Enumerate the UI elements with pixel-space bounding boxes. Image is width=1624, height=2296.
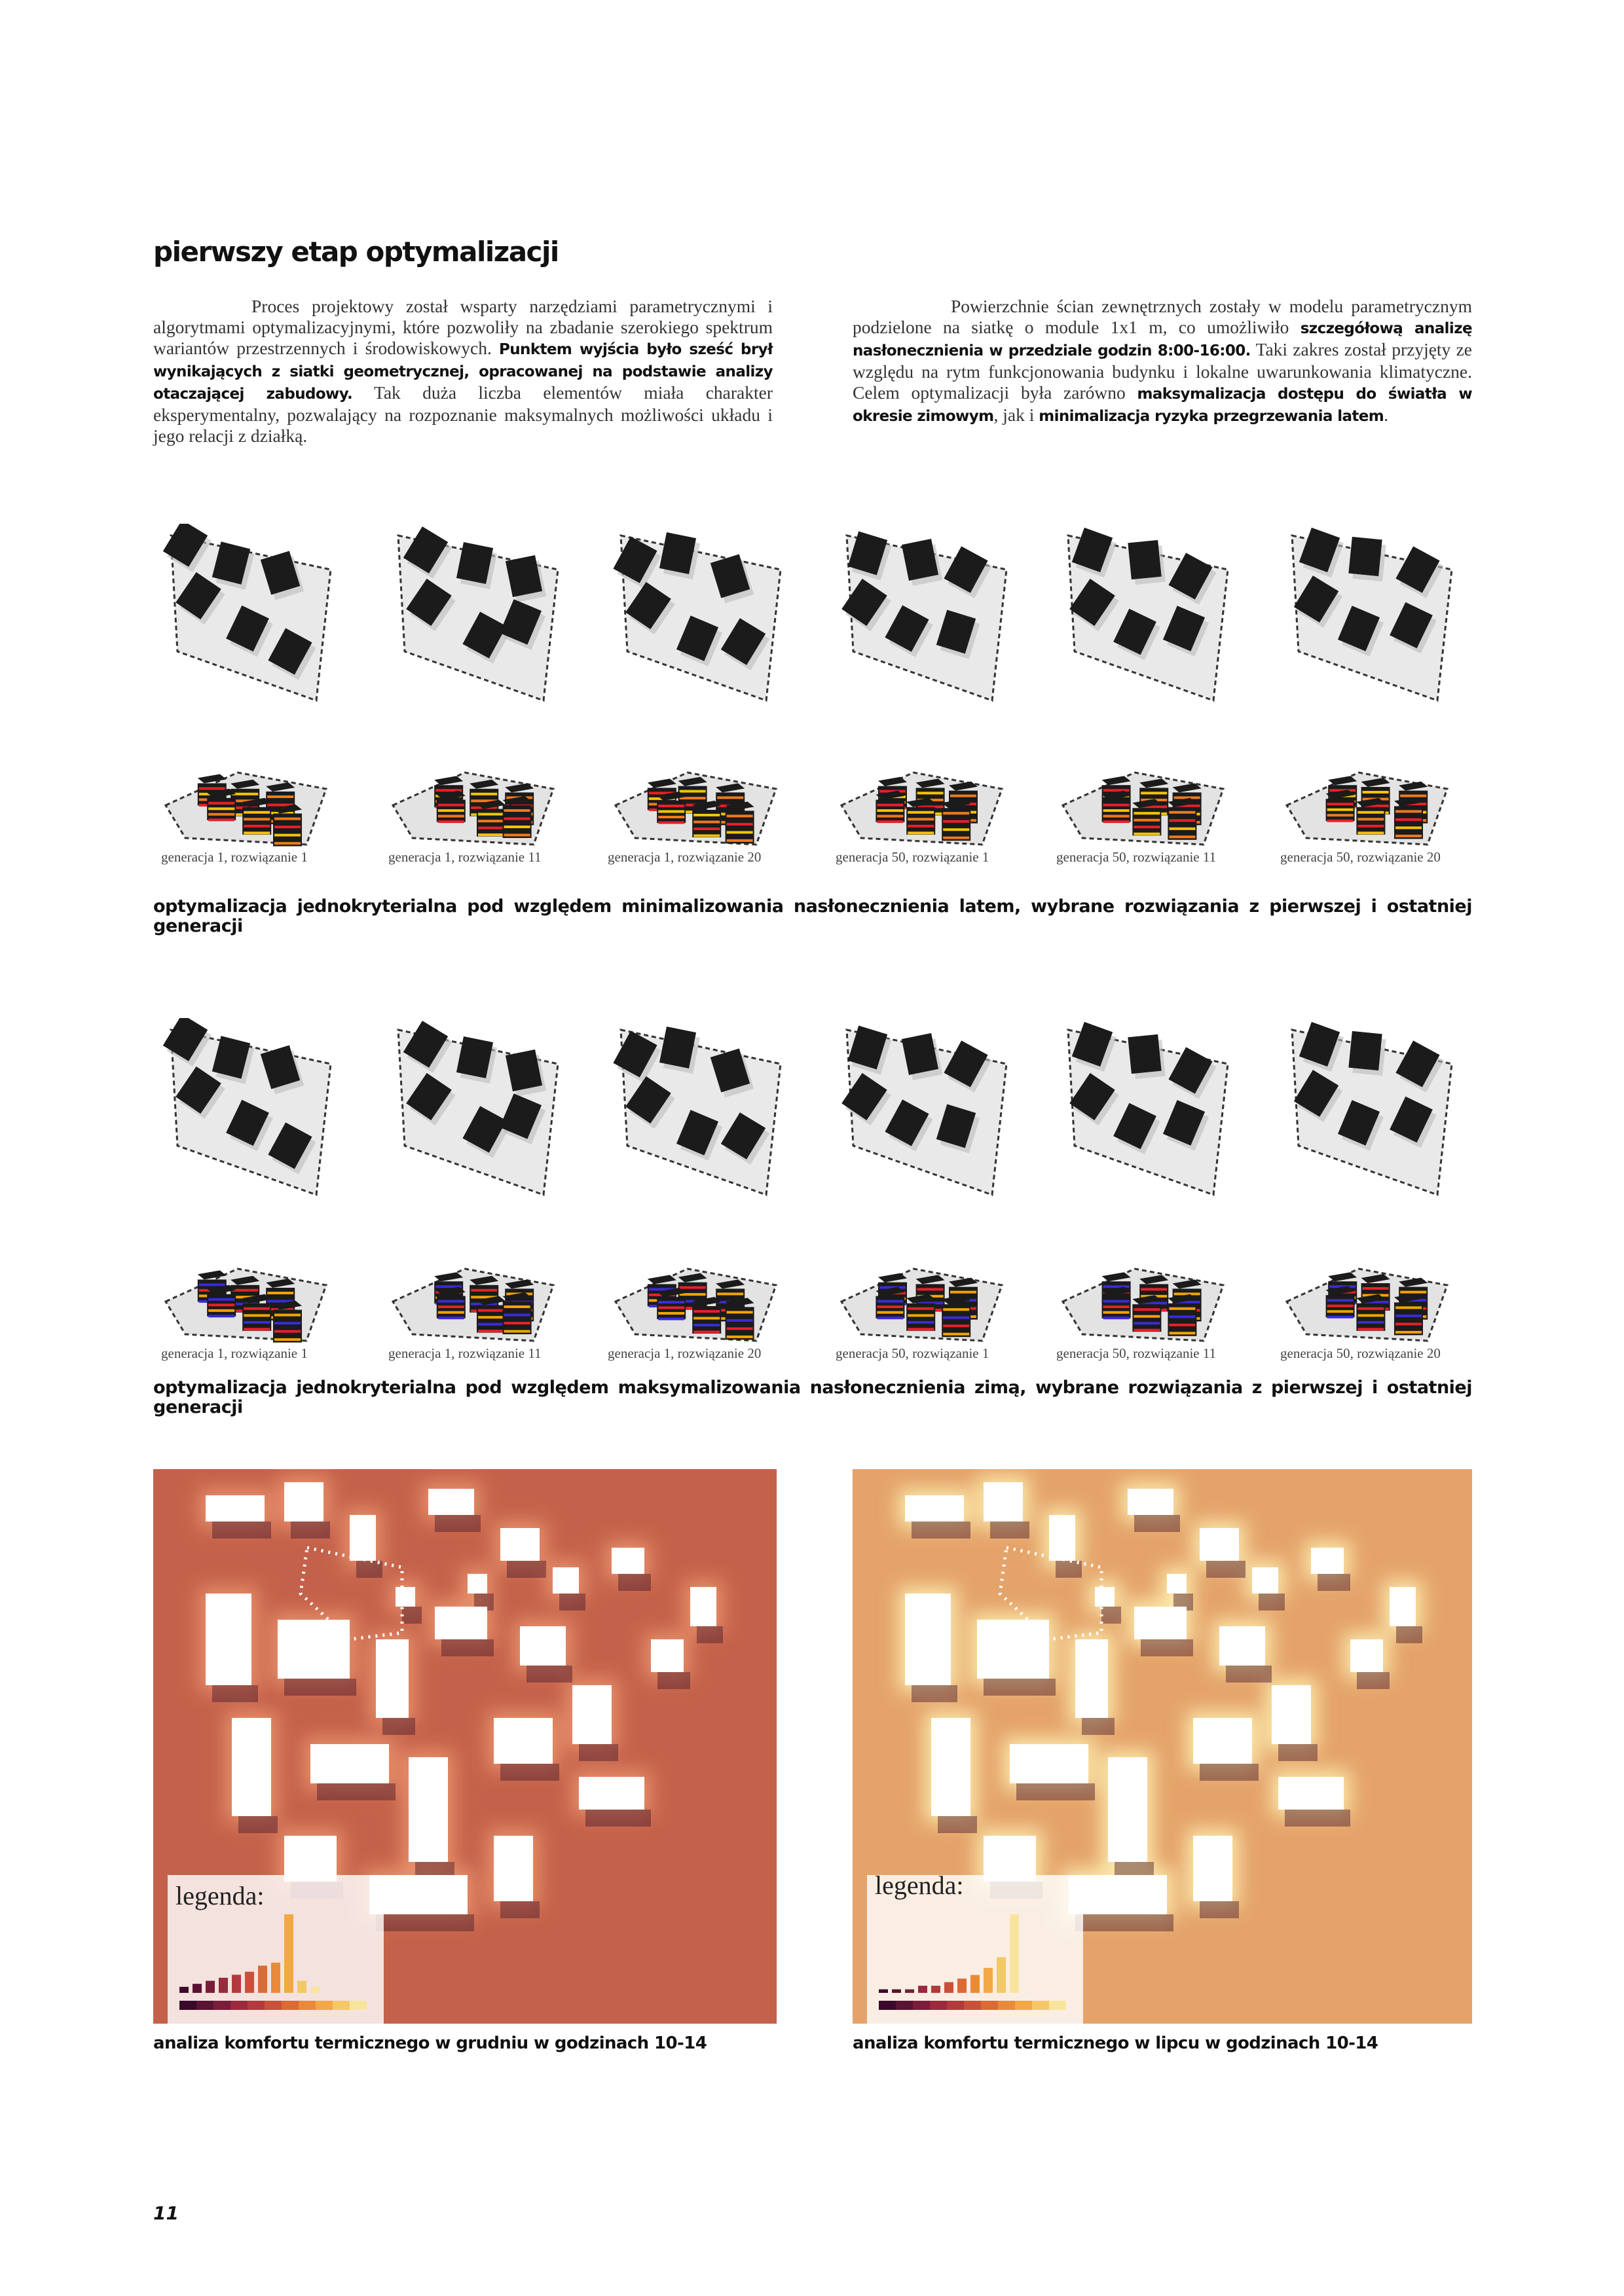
row1-label-1: generacja 1, rozwiązanie 1 bbox=[161, 849, 308, 865]
building-footprint bbox=[1219, 1626, 1265, 1666]
site-plan-diagram bbox=[1280, 1018, 1464, 1208]
site-plan-diagram bbox=[1280, 524, 1464, 714]
legend-color-scale bbox=[282, 2001, 299, 2010]
row2-label-3: generacja 1, rozwiązanie 20 bbox=[608, 1345, 762, 1361]
legend-color-scale bbox=[248, 2001, 265, 2010]
building-footprint bbox=[369, 1875, 468, 1914]
legend-color-scale bbox=[947, 2001, 964, 2010]
building-footprint bbox=[572, 1685, 612, 1744]
building-footprint bbox=[931, 1718, 970, 1816]
legend-color-scale bbox=[179, 2001, 196, 2010]
legend-bar bbox=[879, 1990, 888, 1993]
legend-color-scale bbox=[930, 2001, 947, 2010]
building-footprint bbox=[232, 1718, 271, 1816]
legend-bar bbox=[997, 1957, 1006, 1993]
building-footprint bbox=[494, 1718, 553, 1764]
site-plan-diagram bbox=[386, 1018, 570, 1208]
building-footprint bbox=[1200, 1528, 1239, 1561]
building-footprint bbox=[206, 1495, 265, 1522]
legend-bar bbox=[918, 1986, 927, 1993]
building-footprint bbox=[396, 1587, 415, 1607]
building-footprint bbox=[284, 1836, 337, 1882]
intro-left-bold-1: Punktem wyjścia było sześć brył wynikających z siatki geometrycznej, opracowanej na podstawie analizy otaczającej zabudowy. bbox=[153, 341, 773, 403]
intro-left-text-1: Proces projektowy został wsparty narzędziami parametrycznymi i algorytmami optymalizacyjnymi, które pozwoliły na zbadanie szerokiego spektrum wariantów przestrzennych i środowiskowych. bbox=[153, 296, 773, 358]
intro-right-text-2: Taki zakres został przyjęty ze względu na rytm funkcjonowania budynku i lokalne uwarunkowania klimatyczne. Celem optymalizacji była zarówno bbox=[853, 339, 1472, 403]
legend-color-scale bbox=[196, 2001, 213, 2010]
building-footprint bbox=[690, 1587, 716, 1626]
legend-color-scale bbox=[1049, 2001, 1066, 2010]
axonometric-diagram bbox=[609, 1243, 792, 1360]
axonometric-diagram bbox=[1056, 1243, 1240, 1360]
building-footprint bbox=[553, 1567, 579, 1594]
axonometric-diagram bbox=[609, 746, 792, 864]
legend-bar bbox=[944, 1982, 953, 1993]
building-footprint bbox=[206, 1594, 251, 1685]
building-footprint bbox=[468, 1574, 487, 1594]
legend-bar bbox=[310, 1987, 320, 1993]
building-footprint bbox=[1390, 1587, 1416, 1626]
building-footprint bbox=[1069, 1875, 1167, 1914]
legend-bar bbox=[232, 1975, 241, 1993]
intro-right-text-1: Powierzchnie ścian zewnętrznych zostały w modelu parametrycznym podzielone na siatkę o module 1x1 m, co umożliwiło bbox=[853, 296, 1472, 337]
building-footprint bbox=[428, 1489, 474, 1515]
legend-color-scale bbox=[896, 2001, 913, 2010]
legend-bar bbox=[970, 1975, 980, 1993]
legend-color-scale bbox=[981, 2001, 998, 2010]
row2-label-5: generacja 50, rozwiązanie 11 bbox=[1056, 1345, 1217, 1361]
legend-bar bbox=[905, 1990, 914, 1993]
building-footprint bbox=[1010, 1744, 1088, 1783]
building-footprint bbox=[1167, 1574, 1187, 1594]
legend-color-scale bbox=[265, 2001, 282, 2010]
building-footprint bbox=[1049, 1515, 1075, 1561]
building-footprint bbox=[984, 1482, 1023, 1522]
row2-label-6: generacja 50, rozwiązanie 20 bbox=[1280, 1345, 1441, 1361]
site-plan-diagram bbox=[159, 1018, 342, 1208]
legend-color-scale bbox=[913, 2001, 930, 2010]
building-footprint bbox=[1193, 1718, 1252, 1764]
building-footprint bbox=[1350, 1639, 1383, 1672]
legend-color-scale bbox=[231, 2001, 248, 2010]
legend-color-scale bbox=[879, 2001, 896, 2010]
site-plan-diagram bbox=[609, 524, 792, 714]
legend-color-scale bbox=[316, 2001, 333, 2010]
building-footprint bbox=[310, 1744, 389, 1783]
legend-bar bbox=[245, 1972, 254, 1993]
intro-right-paragraph bbox=[853, 296, 1472, 427]
page-number: 11 bbox=[153, 2202, 179, 2224]
legend-color-scale bbox=[1032, 2001, 1049, 2010]
intro-left-paragraph bbox=[153, 296, 773, 446]
building-footprint bbox=[612, 1548, 644, 1574]
building-footprint bbox=[1095, 1587, 1115, 1607]
legend-color-scale bbox=[333, 2001, 350, 2010]
legend-label: legenda: bbox=[175, 1881, 265, 1910]
site-plan-diagram bbox=[159, 524, 342, 714]
building-footprint bbox=[494, 1836, 533, 1901]
building-footprint bbox=[376, 1639, 409, 1718]
map-caption-december: analiza komfortu termicznego w grudniu w godzinach 10-14 bbox=[153, 2033, 707, 2053]
thermal-map-graphic bbox=[853, 1469, 1472, 2024]
axonometric-diagram bbox=[159, 1243, 342, 1360]
building-footprint bbox=[409, 1757, 448, 1862]
row2-label-1: generacja 1, rozwiązanie 1 bbox=[161, 1345, 308, 1361]
building-footprint bbox=[984, 1836, 1036, 1882]
legend-bar bbox=[258, 1965, 267, 1993]
building-footprint bbox=[905, 1495, 964, 1522]
row2-label-2: generacja 1, rozwiązanie 11 bbox=[388, 1345, 542, 1361]
site-plan-diagram bbox=[609, 1018, 792, 1208]
site-plan-diagram bbox=[1056, 524, 1240, 714]
axonometric-diagram bbox=[1280, 1243, 1464, 1360]
building-footprint bbox=[1311, 1548, 1344, 1574]
axonometric-diagram bbox=[386, 1243, 570, 1360]
intro-right-text-3: , jak i bbox=[993, 405, 1039, 425]
row2-label-4: generacja 50, rozwiązanie 1 bbox=[836, 1345, 989, 1361]
building-footprint bbox=[1252, 1567, 1278, 1594]
legend-color-scale bbox=[964, 2001, 981, 2010]
section-caption-summer: optymalizacja jednokryterialna pod względem minimalizowania nasłonecznienia latem, wybrane rozwiązania z pierwszej i ostatniej generacji bbox=[153, 896, 1472, 936]
intro-left-text-2: Tak duża liczba elementów miała charakter eksperymentalny, pozwalający na rozpoznanie maksymalnych możliwości układu i jego relacji z działką. bbox=[153, 382, 773, 446]
row1-label-5: generacja 50, rozwiązanie 11 bbox=[1056, 849, 1217, 865]
axonometric-diagram bbox=[159, 746, 342, 864]
axonometric-diagram bbox=[1280, 746, 1464, 864]
thermal-map-december bbox=[153, 1469, 777, 2024]
legend-bar bbox=[297, 1981, 306, 1993]
legend-bar bbox=[271, 1963, 280, 1993]
building-footprint bbox=[579, 1777, 644, 1810]
legend-color-scale bbox=[299, 2001, 316, 2010]
legend-color-scale bbox=[213, 2001, 231, 2010]
axonometric-diagram bbox=[1056, 746, 1240, 864]
building-footprint bbox=[500, 1528, 540, 1561]
legend-color-scale bbox=[350, 2001, 367, 2010]
intro-right-bold-1: szczegółową analizę nasłonecznienia w przedziale godzin 8:00-16:00. bbox=[853, 320, 1473, 359]
legend-label: legenda: bbox=[875, 1870, 964, 1900]
legend-color-scale bbox=[998, 2001, 1015, 2010]
row1-label-2: generacja 1, rozwiązanie 11 bbox=[388, 849, 542, 865]
intro-right-text-4: . bbox=[1384, 405, 1389, 425]
row1-label-4: generacja 50, rozwiązanie 1 bbox=[836, 849, 989, 865]
thermal-map-july bbox=[853, 1469, 1472, 2024]
legend-bar bbox=[193, 1984, 202, 1993]
building-footprint bbox=[1075, 1639, 1108, 1718]
building-footprint bbox=[651, 1639, 684, 1672]
building-footprint bbox=[1108, 1757, 1147, 1862]
map-caption-july: analiza komfortu termicznego w lipcu w godzinach 10-14 bbox=[853, 2033, 1378, 2053]
legend-bar bbox=[957, 1978, 967, 1993]
intro-right-bold-2: maksymalizacja dostępu do światła w okresie zimowym bbox=[853, 386, 1472, 425]
page-title: pierwszy etap optymalizacji bbox=[153, 236, 559, 268]
building-footprint bbox=[1134, 1607, 1187, 1639]
axonometric-diagram bbox=[835, 746, 1018, 864]
building-footprint bbox=[520, 1626, 566, 1666]
building-footprint bbox=[435, 1607, 487, 1639]
intro-right-bold-3: minimalizacja ryzyka przegrzewania latem bbox=[1039, 408, 1384, 425]
legend-bar bbox=[931, 1986, 940, 1993]
building-footprint bbox=[1128, 1489, 1173, 1515]
axonometric-diagram bbox=[835, 1243, 1018, 1360]
row1-label-6: generacja 50, rozwiązanie 20 bbox=[1280, 849, 1441, 865]
building-footprint bbox=[284, 1482, 323, 1522]
site-plan-diagram bbox=[835, 1018, 1018, 1208]
row1-label-3: generacja 1, rozwiązanie 20 bbox=[608, 849, 762, 865]
legend-bar bbox=[892, 1990, 901, 1993]
section-caption-winter: optymalizacja jednokryterialna pod względem maksymalizowania nasłonecznienia zimą, wybrane rozwiązania z pierwszej i ostatniej generacji bbox=[153, 1377, 1472, 1417]
site-plan-diagram bbox=[835, 524, 1018, 714]
legend-bar bbox=[219, 1978, 228, 1993]
building-footprint bbox=[350, 1515, 376, 1561]
building-footprint bbox=[1278, 1777, 1344, 1810]
legend-bar bbox=[179, 1987, 189, 1993]
legend-bar bbox=[284, 1914, 293, 1993]
axonometric-diagram bbox=[386, 746, 570, 864]
legend-bar bbox=[206, 1981, 215, 1993]
thermal-map-graphic bbox=[153, 1469, 777, 2024]
building-footprint bbox=[1272, 1685, 1311, 1744]
legend-color-scale bbox=[1015, 2001, 1032, 2010]
site-plan-diagram bbox=[1056, 1018, 1240, 1208]
site-plan-diagram bbox=[386, 524, 570, 714]
building-footprint bbox=[1193, 1836, 1232, 1901]
building-footprint bbox=[905, 1594, 951, 1685]
legend-bar bbox=[1010, 1914, 1019, 1993]
legend-bar bbox=[984, 1968, 993, 1993]
